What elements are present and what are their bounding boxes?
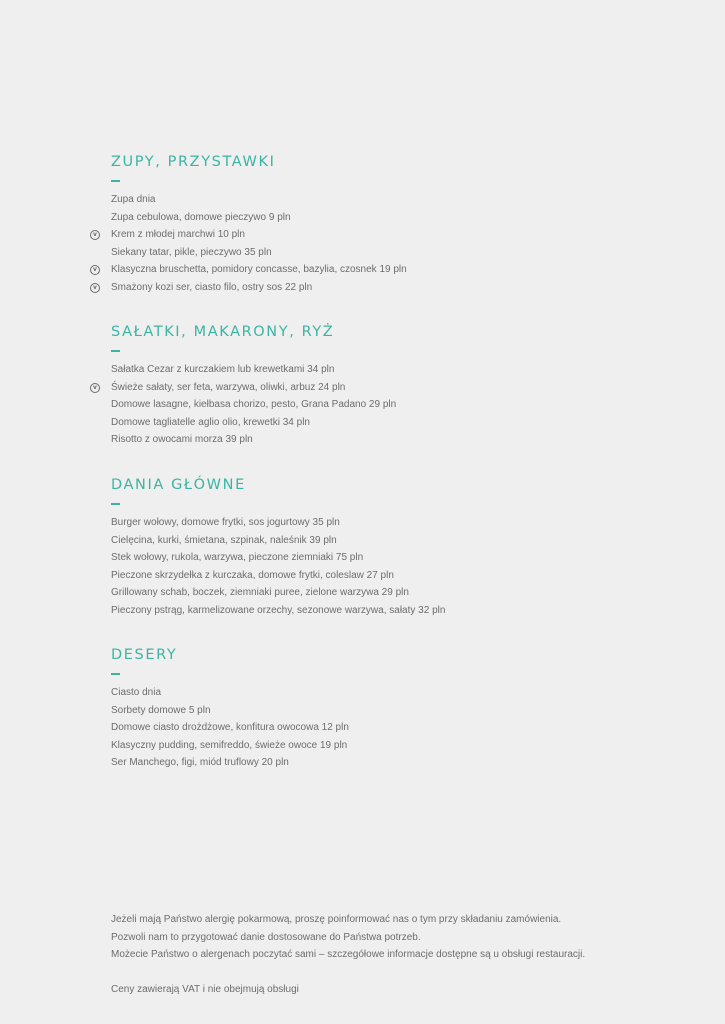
menu-item: Grillowany schab, boczek, ziemniaki puree, zielone warzywa 29 pln — [111, 587, 409, 599]
menu-list — [93, 361, 691, 449]
menu-item: v Klasyczna bruschetta, pomidory concasse, bazylia, czosnek 19 pln — [111, 261, 691, 279]
menu-item: Domowe tagliatelle aglio olio, krewetki 34 pln — [111, 416, 310, 428]
menu-item: Stek wołowy, rukola, warzywa, pieczone ziemniaki 75 pln — [111, 552, 364, 564]
section-soups-starters — [93, 153, 691, 297]
section-desserts — [111, 646, 691, 772]
section-divider — [111, 180, 120, 182]
menu-list — [111, 684, 691, 772]
menu-item: Pieczony pstrąg, karmelizowane orzechy, sezonowe warzywa, sałaty 32 pln — [111, 604, 446, 616]
section-divider — [111, 503, 120, 505]
menu-item: Risotto z owocami morza 39 pln — [111, 434, 253, 446]
menu-item: Pieczone skrzydełka z kurczaka, domowe frytki, coleslaw 27 pln — [111, 569, 394, 581]
menu-item: Cielęcina, kurki, śmietana, szpinak, naleśnik 39 pln — [111, 534, 337, 546]
menu-item: Domowe lasagne, kiełbasa chorizo, pesto, Grana Padano 29 pln — [111, 399, 397, 411]
section-salads-pasta-rice — [93, 323, 691, 449]
menu-item: v Świeże sałaty, ser feta, warzywa, oliwki, arbuz 24 pln — [111, 379, 691, 397]
vegetarian-icon: v — [90, 283, 100, 293]
menu-item: Siekany tatar, pikle, pieczywo 35 pln — [111, 246, 272, 258]
menu-item: Zupa cebulowa, domowe pieczywo 9 pln — [111, 211, 291, 223]
vegetarian-icon: v — [90, 265, 100, 275]
allergy-note: Jeżeli mają Państwo alergię pokarmową, proszę poinformować nas o tym przy składaniu zamówienia. — [111, 914, 562, 925]
section-main-courses — [111, 476, 691, 620]
vegetarian-icon: v — [90, 230, 100, 240]
section-title: DANIA GŁÓWNE — [111, 477, 246, 493]
menu-item: Zupa dnia — [111, 194, 156, 205]
section-title: DESERY — [111, 647, 178, 663]
menu-list — [111, 514, 691, 620]
menu-item: Domowe ciasto drożdżowe, konfitura owocowa 12 pln — [111, 722, 349, 734]
menu-item: v Krem z młodej marchwi 10 pln — [111, 226, 691, 244]
menu-item: Sałatka Cezar z kurczakiem lub krewetkami 34 pln — [111, 364, 335, 375]
menu-item: v Smażony kozi ser, ciasto filo, ostry sos 22 pln — [111, 279, 691, 297]
vat-note: Ceny zawierają VAT i nie obejmują obsługi — [111, 984, 299, 996]
section-title: ZUPY, PRZYSTAWKI — [111, 154, 276, 170]
menu-item: Burger wołowy, domowe frytki, sos jogurtowy 35 pln — [111, 517, 340, 528]
menu-list — [93, 191, 691, 297]
menu-item: Ciasto dnia — [111, 687, 162, 698]
allergy-note: Możecie Państwo o alergenach poczytać sami – szczegółowe informacje dostępne są u obsługi restauracji. — [111, 949, 586, 961]
section-divider — [111, 350, 120, 352]
section-divider — [111, 673, 120, 675]
footer-notes — [111, 911, 711, 999]
menu-item: Sorbety domowe 5 pln — [111, 704, 211, 716]
menu-item: Klasyczny pudding, semifreddo, świeże owoce 19 pln — [111, 739, 348, 751]
allergy-note: Pozwoli nam to przygotować danie dostosowane do Państwa potrzeb. — [111, 931, 421, 943]
menu-item: Ser Manchego, figi, miód truflowy 20 pln — [111, 757, 289, 769]
vegetarian-icon: v — [90, 383, 100, 393]
section-title: SAŁATKI, MAKARONY, RYŻ — [111, 324, 335, 340]
